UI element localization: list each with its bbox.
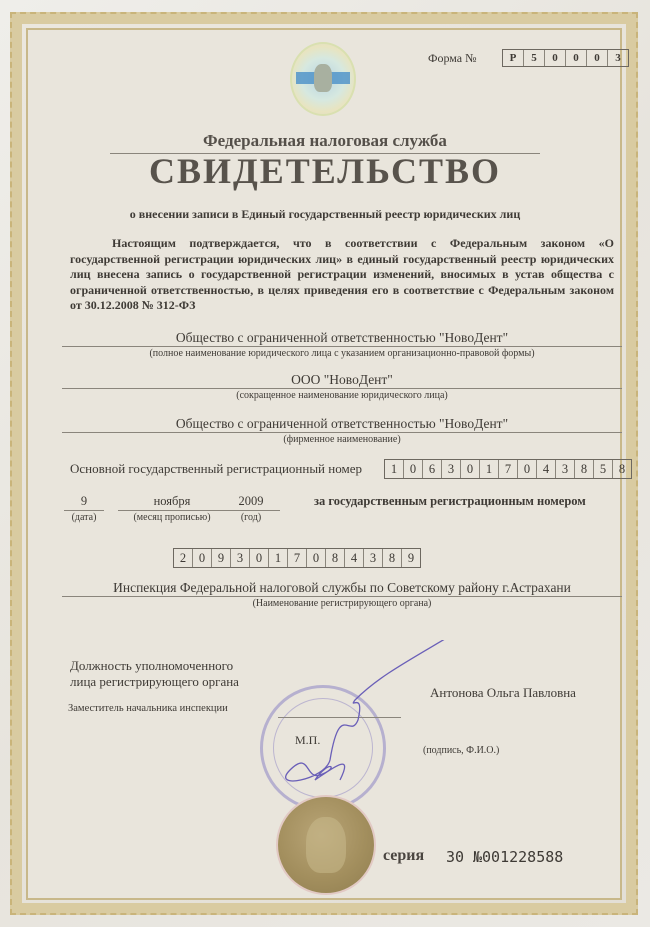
ogrn-digit: 1 [385,460,404,478]
grn-digit: 0 [307,549,326,567]
field-underline [222,510,280,511]
grn-digit: 3 [231,549,250,567]
document-subtitle: о внесении записи в Единый государственный реестр юридических лиц [129,207,521,221]
document-title: СВИДЕТЕЛЬСТВО [148,151,502,191]
grn-digit: 7 [288,549,307,567]
position-label-line2: лица регистрирующего органа [70,674,239,689]
full-name-caption: (полное наименование юридического лица с указанием организационно-правовой формы) [149,348,535,359]
date-month: ноября [153,494,191,508]
ogrn-digit: 3 [442,460,461,478]
date-year: 2009 [238,494,264,508]
grn-digit: 0 [193,549,212,567]
ogrn-digit: 0 [518,460,537,478]
grn-digit: 8 [326,549,345,567]
ogrn-number [384,459,632,479]
date-day-caption: (дата) [71,512,97,523]
date-day: 9 [80,494,88,508]
form-code-cell: 3 [615,52,621,64]
form-code-cell: 0 [566,50,587,66]
hologram-emblem-icon [290,42,356,116]
ogrn-digit: 8 [575,460,594,478]
short-name-value: ООО "НовоДент" [291,372,393,387]
short-name-caption: (сокращенное наименование юридического лица) [236,390,448,401]
brand-name-caption: (фирменное наименование) [283,434,401,445]
grn-digit: 9 [407,551,415,565]
grn-number [173,548,421,568]
form-code-cell: Р [503,50,524,66]
serial-number: №001228588 [473,848,564,866]
grn-digit: 8 [383,549,402,567]
signatory-position: Заместитель начальника инспекции [68,703,228,714]
signatory-name: Антонова Ольга Павловна [430,685,576,700]
form-label: Форма № [428,51,477,65]
ogrn-digit: 7 [499,460,518,478]
ogrn-digit: 0 [461,460,480,478]
stamp-place-label: М.П. [295,733,321,747]
field-underline [62,346,622,347]
ogrn-digit: 8 [618,462,626,476]
form-code-cell: 0 [587,50,608,66]
ogrn-digit: 3 [556,460,575,478]
grn-digit: 9 [212,549,231,567]
signature-caption: (подпись, Ф.И.О.) [423,745,500,756]
ogrn-digit: 0 [404,460,423,478]
ogrn-digit: 5 [594,460,613,478]
field-underline [64,510,104,511]
authority-caption: (Наименование регистрирующего органа) [252,598,432,609]
grn-digit: 1 [269,549,288,567]
field-underline [62,596,622,597]
gold-seal-icon [278,797,374,893]
field-underline [62,432,622,433]
authority-name: Инспекция Федеральной налоговой службы по Советскому району г.Астрахани [113,580,571,595]
grn-digit: 3 [364,549,383,567]
position-label-line1: Должность уполномоченного [70,658,234,673]
brand-name-value: Общество с ограниченной ответственностью "НовоДент" [175,416,509,431]
certification-paragraph: Настоящим подтверждается, что в соответствии с Федеральным законом «О государственной регистрации юридических лиц» в единый государственный реестр юридических лиц внесена запись о государственной регистрации изменений, вносимых в устав общества с ограниченной ответственностью, в целях приведения его в соответствие с Федеральным законом от 30.12.2008 № 312-ФЗ [70,236,614,312]
signature-icon [230,640,470,800]
form-code [502,49,629,67]
date-year-caption: (год) [240,512,262,523]
field-underline [62,388,622,389]
ogrn-digit: 6 [423,460,442,478]
date-month-caption: (месяц прописью) [133,512,211,523]
ogrn-digit: 4 [537,460,556,478]
full-name-value: Общество с ограниченной ответственностью "НовоДент" [175,330,509,345]
ogrn-digit: 1 [480,460,499,478]
form-code-cell: 0 [545,50,566,66]
series-value: 30 [446,848,465,866]
issuer-name: Федеральная налоговая служба [203,131,447,150]
series-label: серия [383,847,425,864]
ogrn-label: Основной государственный регистрационный номер [70,461,362,476]
grn-digit: 4 [345,549,364,567]
field-underline [118,510,226,511]
grn-digit: 2 [174,549,193,567]
grn-intro: за государственным регистрационным номером [314,494,586,508]
grn-digit: 0 [250,549,269,567]
form-code-cell: 5 [524,50,545,66]
